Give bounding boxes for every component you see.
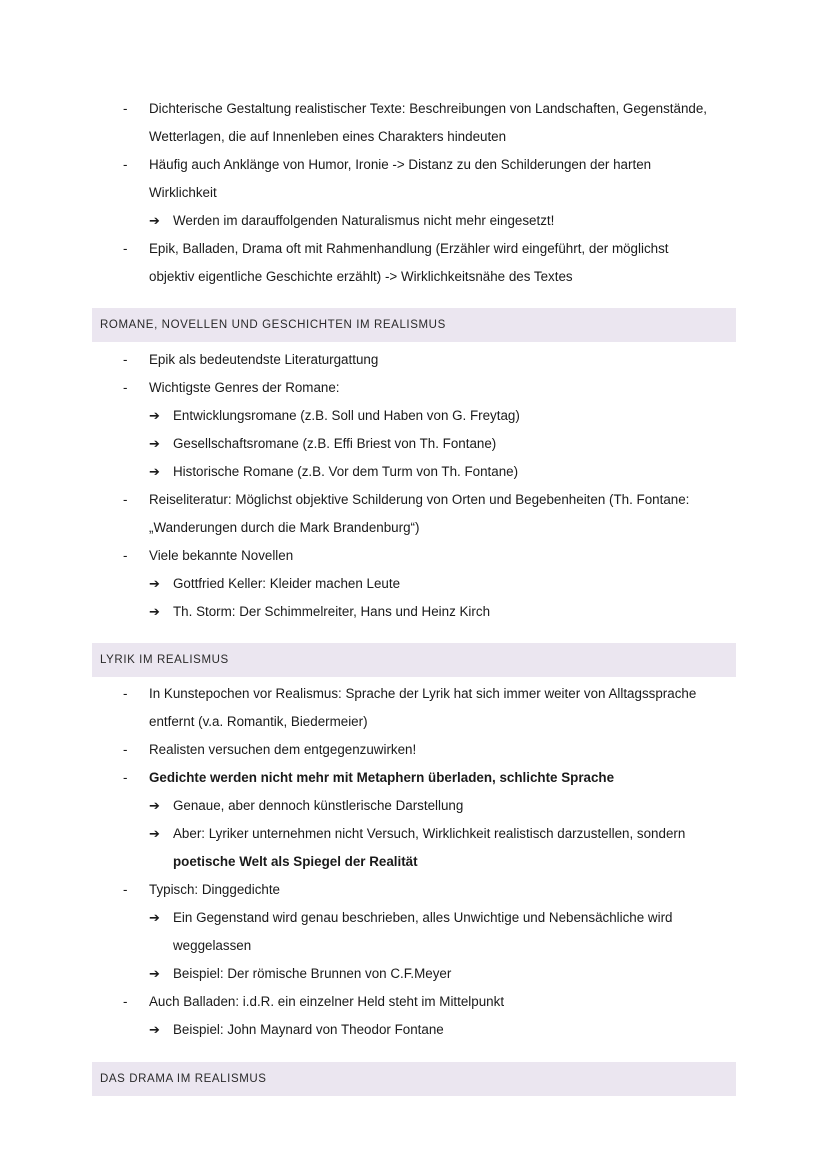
arrow-item bbox=[0, 207, 828, 235]
section-heading-lyrik bbox=[92, 643, 736, 677]
arrow-text: Werden im darauffolgenden Naturalismus nicht mehr eingesetzt! bbox=[173, 213, 555, 228]
bullet-item bbox=[0, 486, 828, 514]
dash-bullet: - bbox=[123, 492, 128, 507]
bullet-text: Wichtigste Genres der Romane: bbox=[149, 380, 340, 395]
bullet-item bbox=[0, 151, 828, 179]
arrow-continuation bbox=[0, 848, 828, 876]
arrow-text: Gesellschaftsromane (z.B. Effi Briest von Th. Fontane) bbox=[173, 436, 497, 451]
arrow-text: Beispiel: John Maynard von Theodor Fontane bbox=[173, 1022, 444, 1037]
arrow-text: Aber: Lyriker unternehmen nicht Versuch, Wirklichkeit realistisch darzustellen, sondern bbox=[173, 826, 686, 841]
dash-bullet: - bbox=[123, 380, 128, 395]
arrow-icon: ➔ bbox=[149, 966, 160, 981]
arrow-item bbox=[0, 820, 828, 848]
bullet-item bbox=[0, 235, 828, 263]
dash-bullet: - bbox=[123, 742, 128, 757]
arrow-text: Ein Gegenstand wird genau beschrieben, alles Unwichtige und Nebensächliche wird bbox=[173, 910, 673, 925]
bullet-item bbox=[0, 542, 828, 570]
bullet-text: Auch Balladen: i.d.R. ein einzelner Held steht im Mittelpunkt bbox=[149, 994, 505, 1009]
dash-bullet: - bbox=[123, 157, 128, 172]
bullet-text: Reiseliteratur: Möglichst objektive Schilderung von Orten und Begebenheiten (Th. Fontane: bbox=[149, 492, 690, 507]
arrow-item bbox=[0, 960, 828, 988]
section-heading-drama bbox=[92, 1062, 736, 1096]
bullet-text: Epik als bedeutendste Literaturgattung bbox=[149, 352, 379, 367]
arrow-text: Beispiel: Der römische Brunnen von C.F.Meyer bbox=[173, 966, 452, 981]
bullet-text: Viele bekannte Novellen bbox=[149, 548, 294, 563]
arrow-item bbox=[0, 570, 828, 598]
dash-bullet: - bbox=[123, 686, 128, 701]
bullet-text: Typisch: Dinggedichte bbox=[149, 882, 281, 897]
section-heading-text: LYRIK IM REALISMUS bbox=[100, 654, 229, 666]
dash-bullet: - bbox=[123, 548, 128, 563]
bullet-text: Häufig auch Anklänge von Humor, Ironie -> Distanz zu den Schilderungen der harten bbox=[149, 157, 652, 172]
dash-bullet: - bbox=[123, 994, 128, 1009]
arrow-text: Entwicklungsromane (z.B. Soll und Haben von G. Freytag) bbox=[173, 408, 520, 423]
bullet-item bbox=[0, 988, 828, 1016]
bullet-text: Realisten versuchen dem entgegenzuwirken! bbox=[149, 742, 417, 757]
dash-bullet: - bbox=[123, 770, 128, 785]
arrow-item bbox=[0, 458, 828, 486]
arrow-item bbox=[0, 1016, 828, 1044]
arrow-text: Historische Romane (z.B. Vor dem Turm von Th. Fontane) bbox=[173, 464, 519, 479]
bullet-text-bold: Gedichte werden nicht mehr mit Metaphern überladen, schlichte Sprache bbox=[149, 770, 615, 785]
bullet-continuation bbox=[0, 179, 828, 207]
bullet-continuation bbox=[0, 123, 828, 151]
bullet-text: entfernt (v.a. Romantik, Biedermeier) bbox=[149, 714, 368, 729]
arrow-icon: ➔ bbox=[149, 436, 160, 451]
arrow-item bbox=[0, 904, 828, 932]
bullet-text: „Wanderungen durch die Mark Brandenburg“) bbox=[149, 520, 420, 535]
bullet-item bbox=[0, 346, 828, 374]
dash-bullet: - bbox=[123, 241, 128, 256]
arrow-text: Genaue, aber dennoch künstlerische Darstellung bbox=[173, 798, 464, 813]
arrow-icon: ➔ bbox=[149, 910, 160, 925]
bullet-continuation bbox=[0, 514, 828, 542]
arrow-icon: ➔ bbox=[149, 798, 160, 813]
section-heading-romane bbox=[92, 308, 736, 342]
arrow-text: weggelassen bbox=[173, 938, 252, 953]
bullet-text: Epik, Balladen, Drama oft mit Rahmenhandlung (Erzähler wird eingeführt, der möglichst bbox=[149, 241, 669, 256]
arrow-item bbox=[0, 430, 828, 458]
bullet-continuation bbox=[0, 708, 828, 736]
arrow-item bbox=[0, 792, 828, 820]
arrow-item bbox=[0, 402, 828, 430]
bullet-item bbox=[0, 876, 828, 904]
section-heading-text: ROMANE, NOVELLEN UND GESCHICHTEN IM REALISMUS bbox=[100, 319, 446, 331]
bullet-continuation bbox=[0, 263, 828, 291]
bullet-item bbox=[0, 764, 828, 792]
bullet-item bbox=[0, 736, 828, 764]
arrow-icon: ➔ bbox=[149, 408, 160, 423]
arrow-icon: ➔ bbox=[149, 604, 160, 619]
bullet-item bbox=[0, 680, 828, 708]
arrow-continuation bbox=[0, 932, 828, 960]
dash-bullet: - bbox=[123, 101, 128, 116]
dash-bullet: - bbox=[123, 352, 128, 367]
arrow-text: Gottfried Keller: Kleider machen Leute bbox=[173, 576, 401, 591]
arrow-icon: ➔ bbox=[149, 464, 160, 479]
bullet-item bbox=[0, 374, 828, 402]
arrow-text: Th. Storm: Der Schimmelreiter, Hans und Heinz Kirch bbox=[173, 604, 491, 619]
arrow-icon: ➔ bbox=[149, 1022, 160, 1037]
arrow-icon: ➔ bbox=[149, 826, 160, 841]
bullet-text: Wirklichkeit bbox=[149, 185, 217, 200]
bullet-text: In Kunstepochen vor Realismus: Sprache der Lyrik hat sich immer weiter von Alltagssprache bbox=[149, 686, 697, 701]
dash-bullet: - bbox=[123, 882, 128, 897]
arrow-text-bold: poetische Welt als Spiegel der Realität bbox=[173, 854, 418, 869]
bullet-text: Dichterische Gestaltung realistischer Texte: Beschreibungen von Landschaften, Gegenstände, bbox=[149, 101, 708, 116]
bullet-item bbox=[0, 95, 828, 123]
arrow-icon: ➔ bbox=[149, 213, 160, 228]
arrow-icon: ➔ bbox=[149, 576, 160, 591]
arrow-item bbox=[0, 598, 828, 626]
section-heading-text: DAS DRAMA IM REALISMUS bbox=[100, 1073, 267, 1085]
bullet-text: objektiv eigentliche Geschichte erzählt) -> Wirklichkeitsnähe des Textes bbox=[149, 269, 573, 284]
bullet-text: Wetterlagen, die auf Innenleben eines Charakters hindeuten bbox=[149, 129, 507, 144]
